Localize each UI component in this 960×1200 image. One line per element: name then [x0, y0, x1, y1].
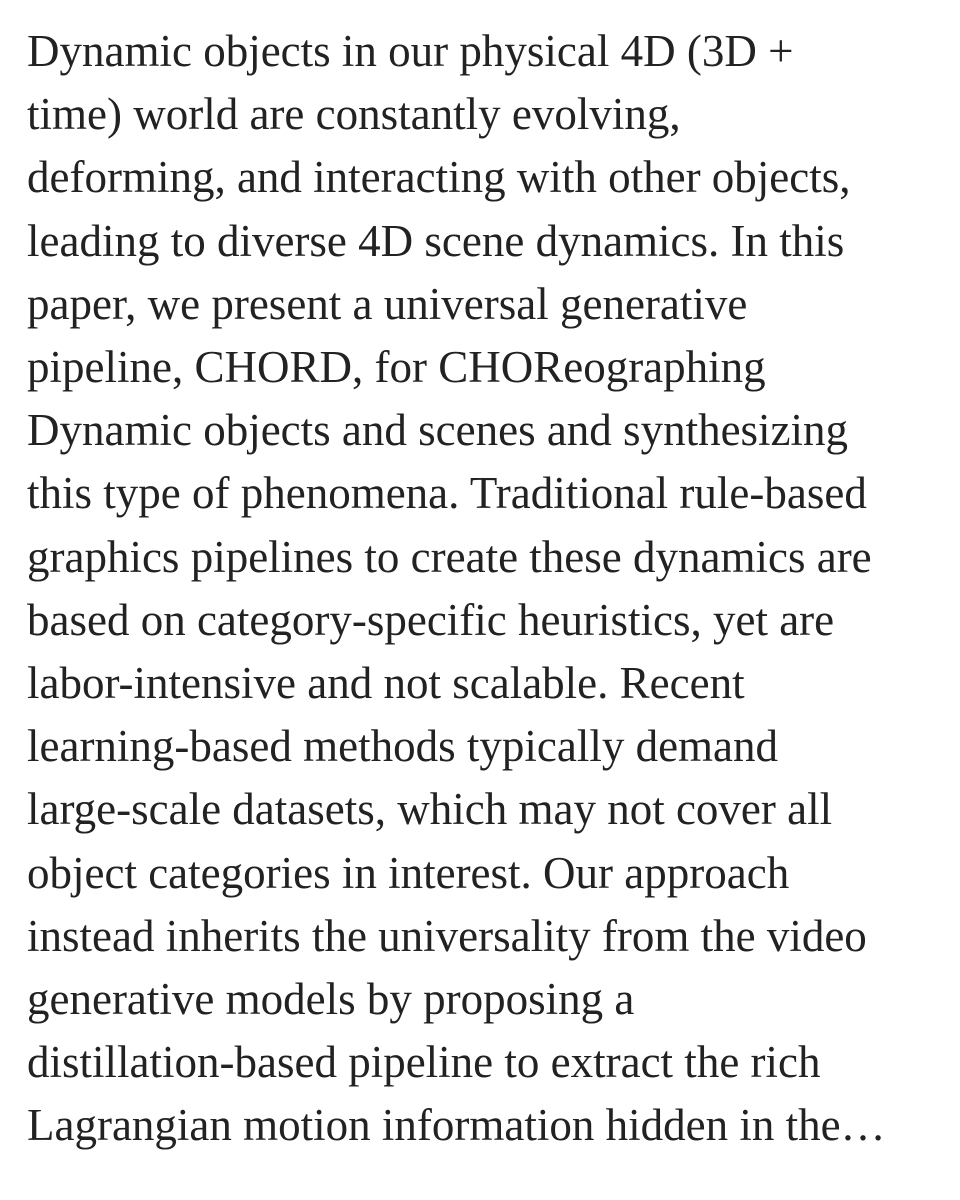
abstract-line: graphics pipelines to create these dynamics are [27, 531, 872, 582]
abstract-line: labor-intensive and not scalable. Recent [27, 658, 745, 709]
abstract-line: learning-based methods typically demand [27, 721, 779, 772]
abstract-line: instead inherits the universality from the video [27, 910, 867, 961]
abstract-line: time) world are constantly evolving, [27, 89, 681, 140]
abstract-line: Lagrangian motion information hidden in the… [27, 1100, 886, 1151]
abstract-line: large-scale datasets, which may not cover all [27, 784, 833, 835]
abstract-line: Dynamic objects and scenes and synthesizing [27, 405, 849, 456]
abstract-line: paper, we present a universal generative [27, 278, 748, 329]
abstract-line: Dynamic objects in our physical 4D (3D + [27, 26, 794, 76]
abstract-line: object categories in interest. Our approach [27, 847, 790, 898]
abstract-line: this type of phenomena. Traditional rule-based [27, 468, 867, 519]
abstract-text [27, 20, 947, 1158]
abstract-line: generative models by proposing a [27, 974, 635, 1025]
abstract-line: pipeline, CHORD, for CHOReographing [27, 342, 766, 393]
abstract-line: based on category-specific heuristics, yet are [27, 594, 835, 645]
abstract-line: deforming, and interacting with other objects, [27, 152, 851, 203]
abstract-line: leading to diverse 4D scene dynamics. In this [27, 215, 845, 266]
abstract-line: distillation-based pipeline to extract the rich [27, 1037, 821, 1088]
